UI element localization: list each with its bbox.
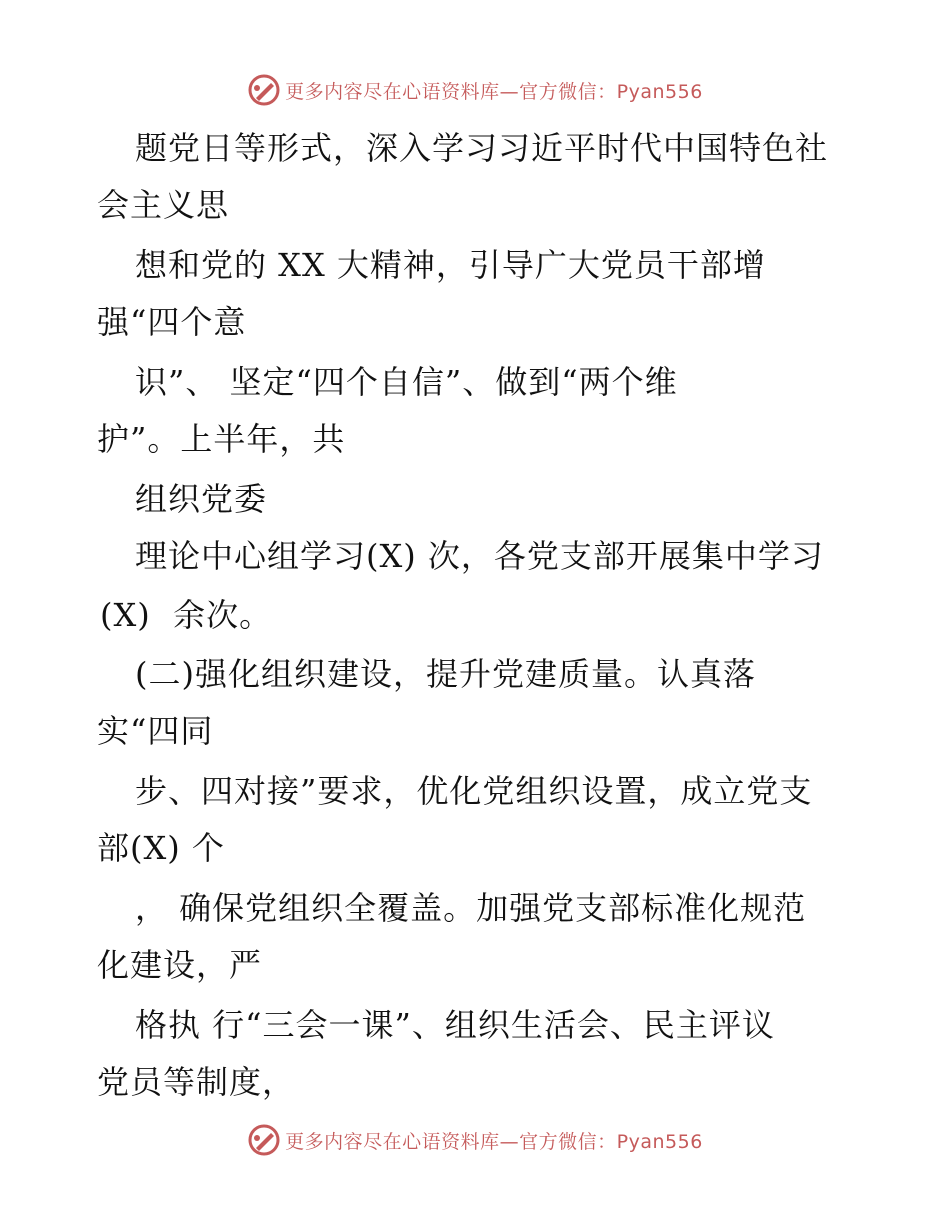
body-line-4: 强“四个意	[97, 303, 247, 341]
body-line-6: 护”。上半年，共	[97, 420, 346, 458]
watermark-text: 更多内容尽在心语资料库—官方微信：Pyan556	[285, 80, 703, 103]
body-line-13: 部(X) 个	[97, 829, 225, 867]
body-line-1: 题党日等形式，深入学习习近平时代中国特色社	[135, 129, 829, 167]
body-line-10: (二)强化组织建设，提升党建质量。认真落	[135, 655, 756, 693]
body-line-3: 想和党的 XX 大精神，引导广大党员干部增	[135, 246, 766, 284]
watermark-text: 更多内容尽在心语资料库—官方微信：Pyan556	[285, 1130, 703, 1153]
body-line-16: 格执 行“三会一课”、组织生活会、民主评议	[135, 1006, 775, 1044]
pen-seal-logo-icon	[247, 73, 281, 107]
body-line-8: 理论中心组学习(X) 次，各党支部开展集中学习	[135, 537, 824, 575]
body-line-15: 化建设，严	[97, 946, 263, 984]
body-line-11: 实“四同	[97, 712, 214, 750]
header-watermark	[0, 70, 950, 110]
body-line-17: 党员等制度，	[97, 1063, 296, 1101]
pen-seal-logo-icon	[247, 1123, 281, 1157]
body-line-7: 组织党委	[135, 480, 268, 518]
body-line-5: 识”、 坚定“四个自信”、做到“两个维	[135, 363, 678, 401]
footer-watermark	[0, 1120, 950, 1160]
body-line-2: 会主义思	[97, 186, 230, 224]
body-line-9: (X) 余次。	[100, 596, 273, 634]
body-line-12: 步、四对接”要求，优化党组织设置，成立党支	[135, 772, 813, 810]
body-line-14: ， 确保党组织全覆盖。加强党支部标准化规范	[135, 889, 807, 927]
